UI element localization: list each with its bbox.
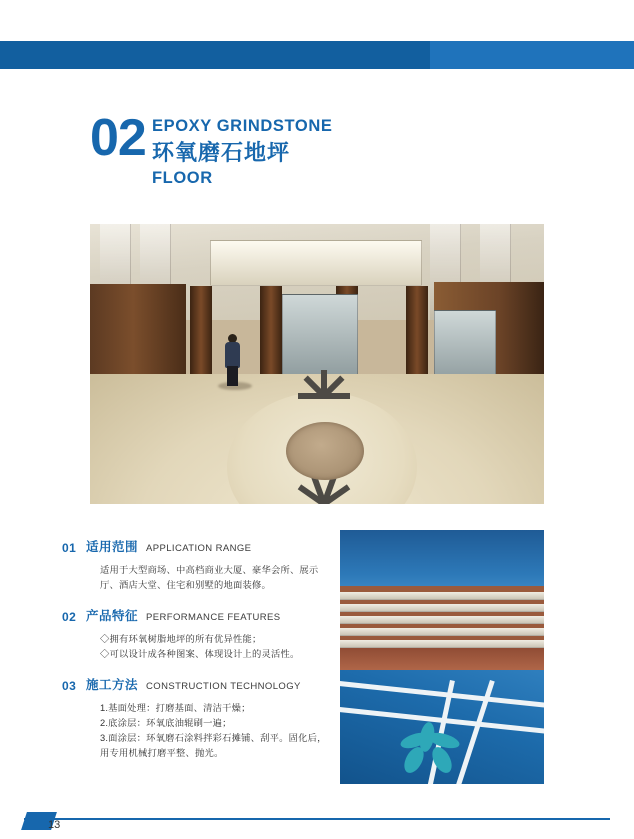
section-title-cn: 适用范围 xyxy=(86,540,139,554)
stair-step xyxy=(340,604,544,612)
person-legs xyxy=(227,366,238,386)
section-heading xyxy=(86,678,332,694)
body-line: 用专用机械打磨平整、抛光。 xyxy=(100,748,224,758)
skylight xyxy=(210,240,422,286)
section-heading xyxy=(86,540,332,556)
section-application-range xyxy=(62,540,332,593)
header-band xyxy=(0,41,634,69)
section-title-en: CONSTRUCTION TECHNOLOGY xyxy=(146,681,301,692)
section-index: 03 xyxy=(62,679,77,693)
body-line: ◇拥有环氧树脂地坪的所有优异性能； xyxy=(100,634,262,644)
page-number: 13 xyxy=(48,819,61,831)
section-title-en: PERFORMANCE FEATURES xyxy=(146,612,281,623)
body-line: 1.基面处理：打磨基面、清洁干燥； xyxy=(100,703,251,713)
floor-ray xyxy=(298,393,324,399)
hero-image-inner xyxy=(90,224,544,504)
body-line: 3.面涂层：环氧磨石涂料拌彩石摊铺、刮平。固化后， xyxy=(100,733,327,743)
star-petal xyxy=(427,730,461,751)
red-band xyxy=(340,646,544,672)
stair-step xyxy=(340,640,544,648)
footer-rule xyxy=(24,818,610,820)
section-body xyxy=(100,563,332,593)
body-line: 适用于大型商场、中高档商业大厦、豪华会所、展示 xyxy=(100,565,319,575)
section-title-cn: 施工方法 xyxy=(86,678,139,692)
body-line: 2.底涂层：环氧底油辊刷一遍； xyxy=(100,718,232,728)
section-performance-features xyxy=(62,609,332,662)
floor-circle-inner xyxy=(286,422,364,480)
section-title-en: APPLICATION RANGE xyxy=(146,543,252,554)
stair-step xyxy=(340,628,544,636)
section-index: 01 xyxy=(62,541,77,555)
person-figure xyxy=(223,334,243,386)
section-index: 02 xyxy=(62,610,77,624)
section-number: 02 xyxy=(90,109,146,167)
section-body xyxy=(100,632,332,662)
floor-ray xyxy=(324,393,350,399)
title-chinese: 环氧磨石地坪 xyxy=(152,140,291,165)
star-pattern xyxy=(394,722,464,776)
star-petal xyxy=(428,744,455,776)
person-body xyxy=(225,342,240,368)
stair-step xyxy=(340,592,544,600)
section-body xyxy=(100,701,332,761)
body-line: 厅、酒店大堂、住宅和别墅的地面装修。 xyxy=(100,580,271,590)
page-title xyxy=(90,110,510,190)
section-title-cn: 产品特征 xyxy=(86,609,139,623)
secondary-image xyxy=(340,530,544,784)
title-english-bottom: FLOOR xyxy=(152,169,213,187)
stair-step xyxy=(340,616,544,624)
body-line: ◇可以设计成各种图案、体现设计上的灵活性。 xyxy=(100,649,300,659)
hero-image xyxy=(90,224,544,504)
section-construction-technology xyxy=(62,678,332,761)
header-band-left xyxy=(0,41,430,69)
title-english-top: EPOXY GRINDSTONE xyxy=(152,117,333,135)
header-band-right xyxy=(430,41,634,69)
section-heading xyxy=(86,609,332,625)
content-sections xyxy=(62,540,332,777)
